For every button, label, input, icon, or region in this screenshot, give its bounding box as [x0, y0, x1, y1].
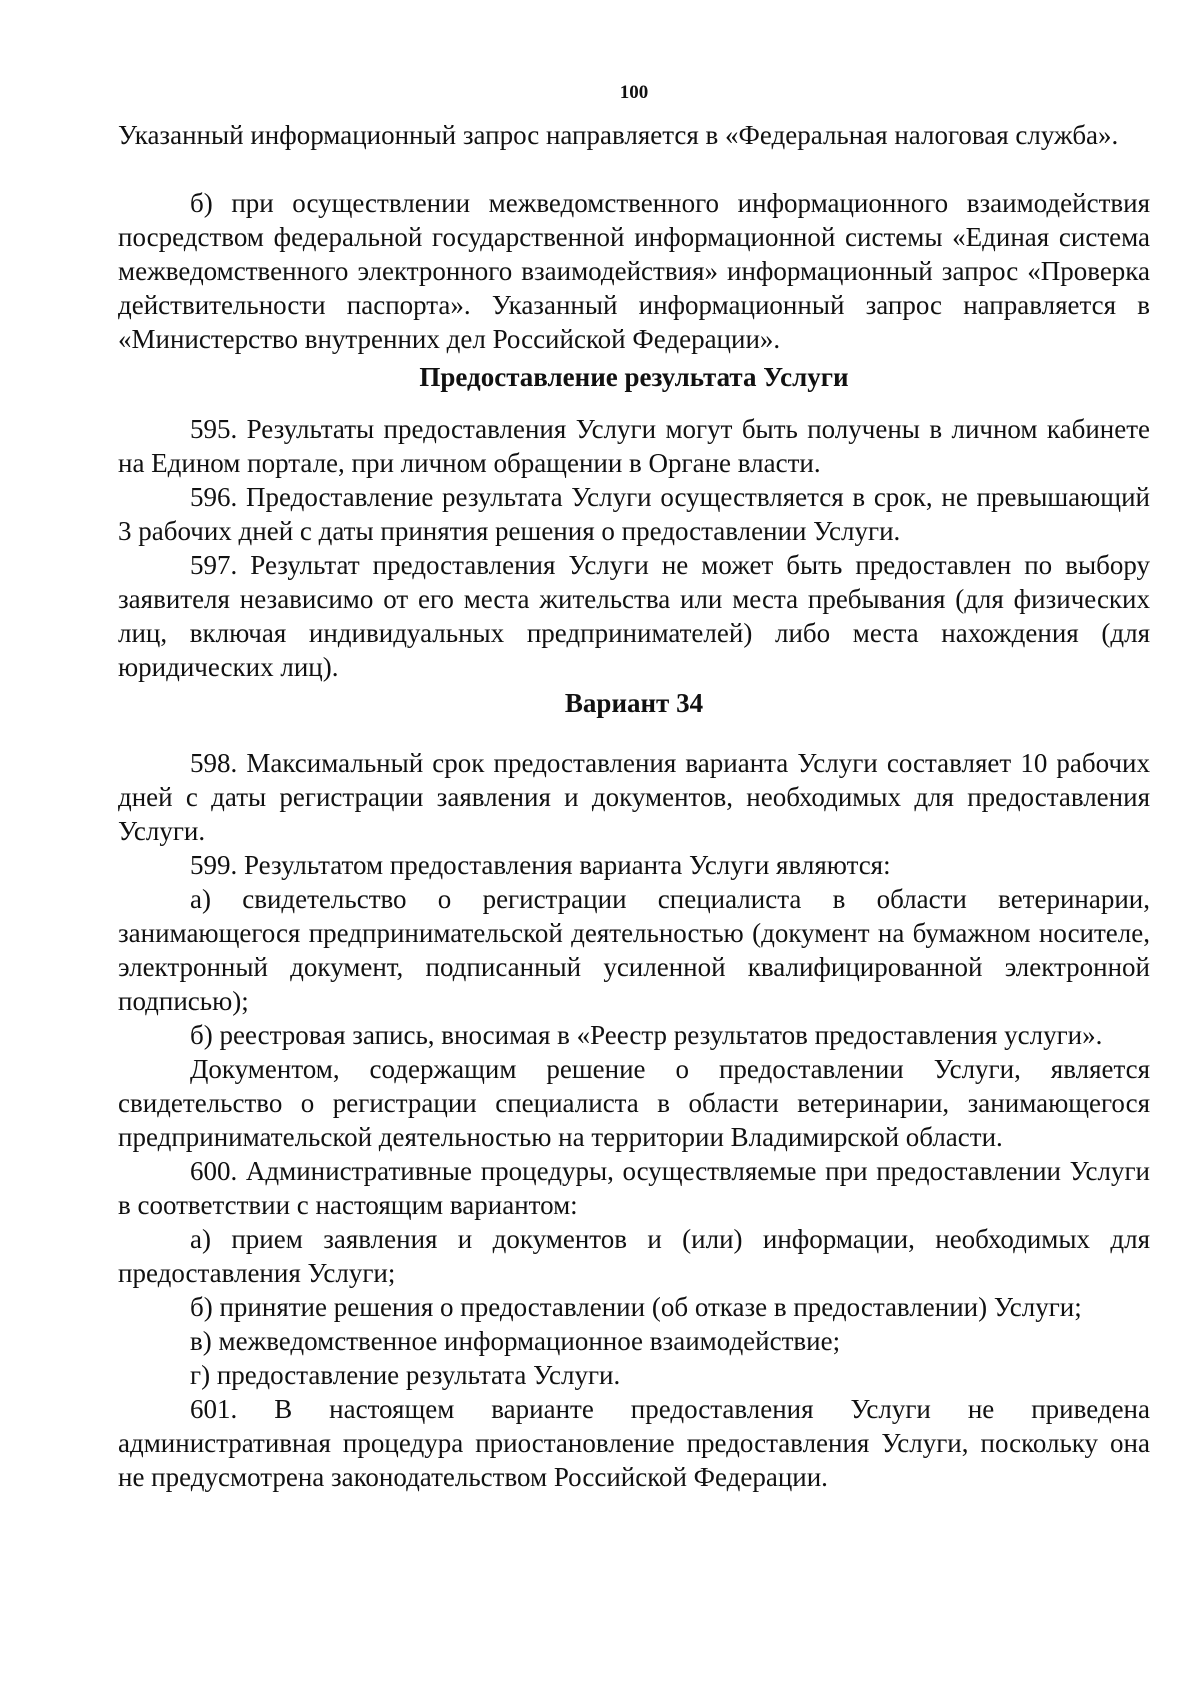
paragraph-600: 600. Административные процедуры, осуществляемые при предоставлении Услуги в соответствии с настоящим вариантом:: [118, 1156, 1150, 1220]
paragraph-599: 599. Результатом предоставления варианта Услуги являются:: [190, 850, 891, 880]
page-number: 100: [619, 82, 649, 103]
paragraph-600-b: б) принятие решения о предоставлении (об отказе в предоставлении) Услуги;: [190, 1292, 1082, 1322]
paragraph-599-a: а) свидетельство о регистрации специалиста в области ветеринарии, занимающегося предпринимательской деятельностью (документ на бумажном носителе, электронный документ, подписанный усиленной квалифицированной электронной подписью);: [118, 884, 1150, 1016]
paragraph-decision-document: Документом, содержащим решение о предоставлении Услуги, является свидетельство о регистрации специалиста в области ветеринарии, занимающегося предпринимательской деятельностью на территории Владимирской области.: [118, 1054, 1150, 1152]
paragraph-597: 597. Результат предоставления Услуги не может быть предоставлен по выбору заявителя независимо от его места жительства или места пребывания (для физических лиц, включая индивидуальных предпринимателей) либо места нахождения (для юридических лиц).: [118, 550, 1150, 682]
section-heading-result: Предоставление результата Услуги: [419, 362, 849, 392]
paragraph-600-c: в) межведомственное информационное взаимодействие;: [190, 1326, 841, 1356]
paragraph-598: 598. Максимальный срок предоставления варианта Услуги составляет 10 рабочих дней с даты регистрации заявления и документов, необходимых для предоставления Услуги.: [118, 748, 1150, 846]
paragraph-601: 601. В настоящем варианте предоставления Услуги не приведена административная процедура приостановление предоставления Услуги, поскольку она не предусмотрена законодательством Российской Федерации.: [118, 1394, 1150, 1492]
paragraph-600-a: а) прием заявления и документов и (или) информации, необходимых для предоставления Услуги;: [118, 1224, 1150, 1288]
section-heading-variant: Вариант 34: [564, 688, 704, 718]
paragraph-b-smev: б) при осуществлении межведомственного информационного взаимодействия посредством федеральной государственной информационной системы «Единая система межведомственного электронного взаимодействия» информационный запрос «Проверка действительности паспорта». Указанный информационный запрос направляется в «Министерство внутренних дел Российской Федерации».: [118, 188, 1150, 354]
paragraph-596: 596. Предоставление результата Услуги осуществляется в срок, не превышающий 3 рабочих дней с даты принятия решения о предоставлении Услуги.: [118, 482, 1150, 546]
paragraph-tax-request: Указанный информационный запрос направляется в «Федеральная налоговая служба».: [118, 120, 1119, 150]
paragraph-599-b: б) реестровая запись, вносимая в «Реестр результатов предоставления услуги».: [190, 1020, 1103, 1050]
paragraph-600-d: г) предоставление результата Услуги.: [190, 1360, 621, 1390]
paragraph-595: 595. Результаты предоставления Услуги могут быть получены в личном кабинете на Едином портале, при личном обращении в Органе власти.: [118, 414, 1150, 478]
